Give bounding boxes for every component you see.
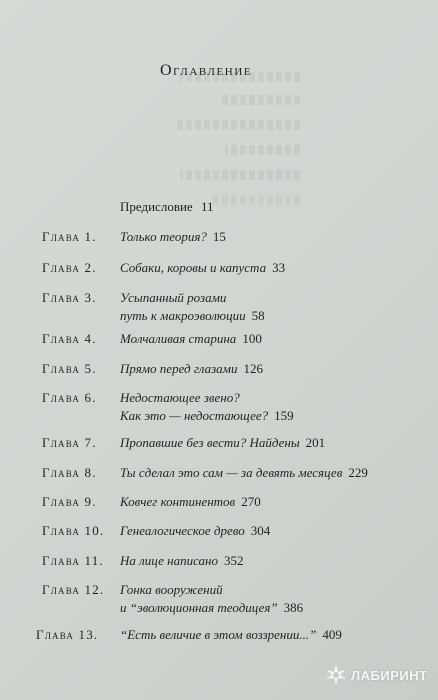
show-through-text: [180, 170, 300, 180]
chapter-title-line: [120, 494, 261, 510]
preface-page: 11: [200, 199, 214, 214]
chapter-title-text: Пропавшие без вести? Найдены: [120, 435, 300, 450]
chapter-title-text: Недостающее звено?: [120, 390, 240, 405]
chapter-title-line: [120, 523, 270, 539]
chapter-label: Глава 3.: [42, 290, 97, 305]
chapter-title-line: [120, 435, 325, 451]
chapter-page-number: 201: [305, 435, 326, 450]
chapter-label: Глава 12.: [42, 582, 105, 597]
chapter-page-number: 352: [223, 553, 244, 568]
chapter-label: Глава 13.: [36, 627, 99, 642]
chapter-title-text: Молчаливая старина: [120, 331, 237, 346]
show-through-text: [210, 195, 300, 205]
chapter-label: Глава 2.: [42, 260, 97, 275]
chapter-label: Глава 7.: [42, 435, 97, 450]
chapter-title-line: [120, 308, 265, 324]
watermark-text: ЛАБИРИНТ: [351, 667, 428, 683]
chapter-label: Глава 10.: [42, 523, 105, 538]
chapter-title-text: Ты сделал это сам — за девять месяцев: [120, 465, 343, 480]
chapter-title-text: Собаки, коровы и капуста: [120, 260, 267, 275]
chapter-title-text: На лице написано: [120, 553, 218, 568]
chapter-page-number: 304: [250, 523, 271, 538]
chapter-title-line: [120, 582, 223, 598]
chapter-title-line: [120, 627, 342, 643]
preface-title: Предисловие: [120, 199, 193, 214]
show-through-text: [220, 95, 300, 105]
chapter-label: Глава 6.: [42, 390, 97, 405]
chapter-title-line: [120, 600, 303, 616]
chapter-title-text: Генеалогическое древо: [120, 523, 245, 538]
chapter-page-number: 159: [274, 408, 294, 423]
chapter-title-text: Ковчег континентов: [120, 494, 236, 509]
chapter-label: Глава 8.: [42, 465, 97, 480]
chapter-title-line: [120, 290, 226, 306]
chapter-page-number: 126: [243, 361, 263, 376]
preface-entry: [120, 199, 213, 215]
chapter-label: Глава 1.: [42, 229, 97, 244]
chapter-label: Глава 9.: [42, 494, 97, 509]
chapter-label: Глава 5.: [42, 361, 97, 376]
chapter-title-line: [120, 465, 368, 481]
chapter-title-line: [120, 390, 240, 406]
chapter-page-number: 15: [212, 229, 226, 244]
chapter-title-line: [120, 331, 262, 347]
labyrinth-watermark: [325, 660, 433, 690]
chapter-page-number: 229: [348, 465, 368, 480]
chapter-title-line: [120, 408, 294, 424]
chapter-page-number: 270: [241, 494, 261, 509]
chapter-page-number: 58: [251, 308, 265, 323]
chapter-title-line: [120, 229, 226, 245]
page-title: Оглавление: [160, 62, 253, 79]
chapter-page-number: 409: [322, 627, 342, 642]
chapter-page-number: 386: [283, 600, 304, 615]
chapter-title-text: Как это — недостающее?: [120, 408, 269, 423]
chapter-page-number: 100: [242, 331, 262, 346]
chapter-label: Глава 4.: [42, 331, 97, 346]
chapter-title-text: Только теория?: [120, 229, 207, 244]
chapter-title-line: [120, 553, 243, 569]
show-through-text: [225, 145, 300, 155]
chapter-title-text: и “эволюционная теодицея”: [120, 600, 278, 615]
labyrinth-logo-icon: [325, 664, 347, 686]
chapter-title-text: Усыпанный розами: [120, 290, 227, 305]
chapter-title-text: путь к макроэволюции: [120, 308, 246, 323]
chapter-page-number: 33: [272, 260, 286, 275]
chapter-title-text: Прямо перед глазами: [120, 361, 238, 376]
chapter-title-line: [120, 260, 285, 276]
chapter-title-line: [120, 361, 263, 377]
chapter-title-text: Гонка вооружений: [120, 582, 223, 597]
chapter-title-text: “Есть величие в этом воззрении...”: [120, 627, 317, 642]
chapter-label: Глава 11.: [42, 553, 104, 568]
show-through-text: [175, 120, 300, 130]
